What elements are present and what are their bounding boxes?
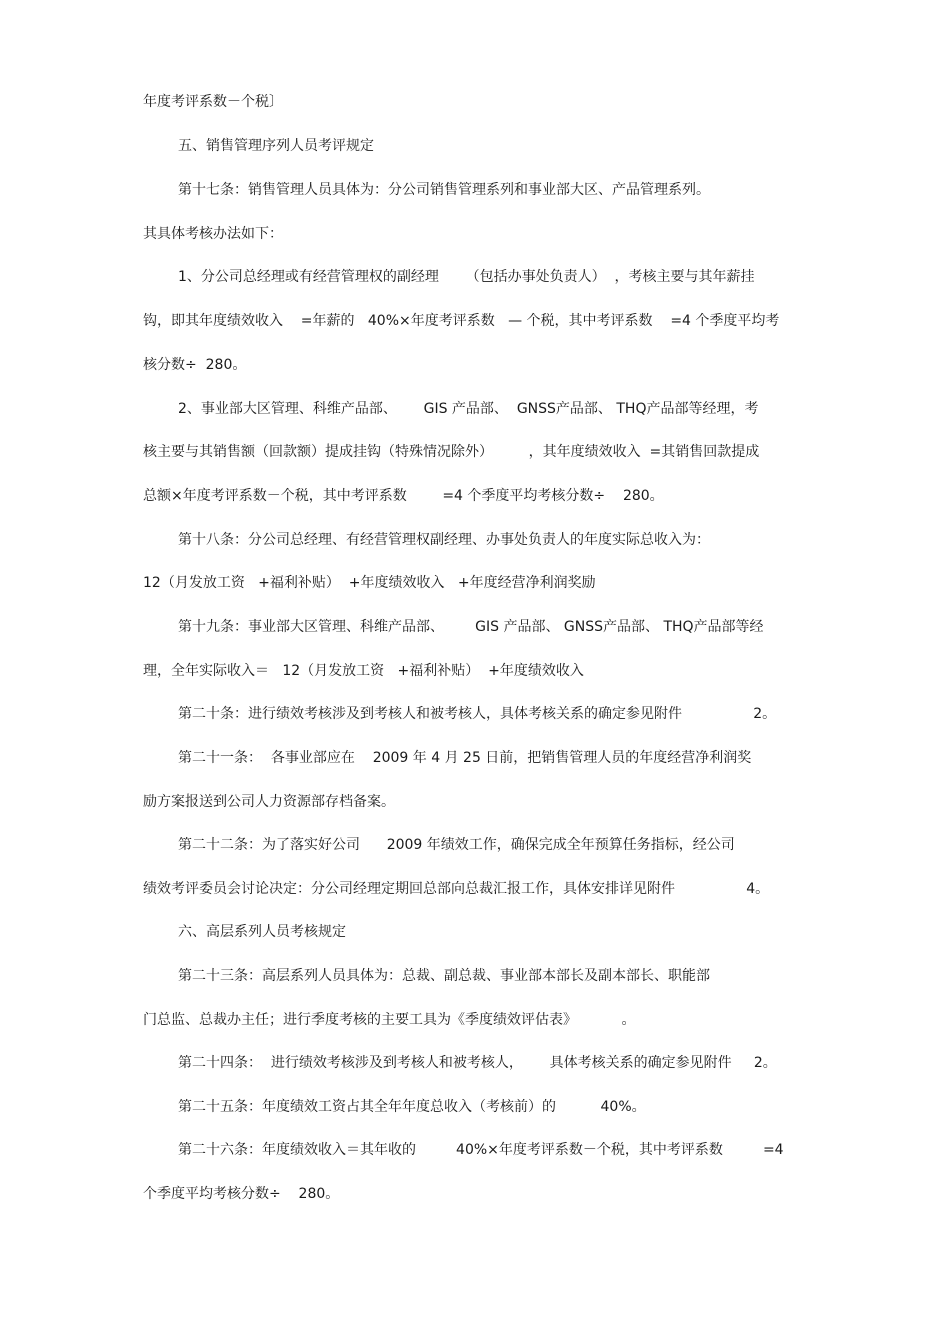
text-line: 核主要与其销售额（回款额）提成挂钩（特殊情况除外） ，其年度绩效收入 =其销售回款提成 xyxy=(143,444,760,460)
text-line: 励方案报送到公司人力资源部存档备案。 xyxy=(143,794,395,810)
text-line: 其具体考核办法如下： xyxy=(143,226,283,242)
section-heading: 六、高层系列人员考核规定 xyxy=(178,924,346,940)
text-line: 第二十二条：为了落实好公司 2009 年绩效工作，确保完成全年预算任务指标，经公司 xyxy=(178,837,735,853)
text-line: 第二十条：进行绩效考核涉及到考核人和被考核人，具体考核关系的确定参见附件 2。 xyxy=(178,706,777,722)
text-line: 第十八条：分公司总经理、有经营管理权副经理、办事处负责人的年度实际总收入为： xyxy=(178,532,710,548)
text-line: 理，全年实际收入＝ 12（月发放工资 +福利补贴） +年度绩效收入 xyxy=(143,663,584,679)
text-line: 第十九条：事业部大区管理、科维产品部、 GIS 产品部、 GNSS产品部、 THQ产品部等经 xyxy=(178,619,764,635)
section-heading: 五、销售管理序列人员考评规定 xyxy=(178,138,374,154)
text-line: 12（月发放工资 +福利补贴） +年度绩效收入 +年度经营净利润奖励 xyxy=(143,575,596,591)
text-line: 第二十六条：年度绩效收入＝其年收的 40%×年度考评系数－个税，其中考评系数 =4 xyxy=(178,1142,784,1158)
text-line: 核分数÷ 280。 xyxy=(143,357,247,373)
text-line: 钩，即其年度绩效收入 =年薪的 40%×年度考评系数 — 个税，其中考评系数 =4 个季度平均考 xyxy=(143,313,780,329)
text-line: 个季度平均考核分数÷ 280。 xyxy=(143,1186,340,1202)
text-line: 门总监、总裁办主任；进行季度考核的主要工具为《季度绩效评估表》 。 xyxy=(143,1012,636,1028)
text-line: 绩效考评委员会讨论决定：分公司经理定期回总部向总裁汇报工作，具体安排详见附件 4。 xyxy=(143,881,770,897)
text-line: 第二十五条：年度绩效工资占其全年年度总收入（考核前）的 40%。 xyxy=(178,1099,646,1115)
text-line: 2、事业部大区管理、科维产品部、 GIS 产品部、 GNSS产品部、 THQ产品部等经理，考 xyxy=(178,401,759,417)
text-line: 第二十一条： 各事业部应在 2009 年 4 月 25 日前，把销售管理人员的年度经营净利润奖 xyxy=(178,750,752,766)
text-line: 第二十三条：高层系列人员具体为：总裁、副总裁、事业部本部长及副本部长、职能部 xyxy=(178,968,710,984)
text-line: 总额×年度考评系数－个税，其中考评系数 =4 个季度平均考核分数÷ 280。 xyxy=(143,488,664,504)
text-line: 年度考评系数－个税〕 xyxy=(143,94,283,110)
text-line: 第二十四条： 进行绩效考核涉及到考核人和被考核人， 具体考核关系的确定参见附件 2。 xyxy=(178,1055,777,1071)
text-line: 第十七条：销售管理人员具体为：分公司销售管理系列和事业部大区、产品管理系列。 xyxy=(178,182,710,198)
text-line: 1、分公司总经理或有经营管理权的副经理 （包括办事处负责人） ，考核主要与其年薪挂 xyxy=(178,269,755,285)
